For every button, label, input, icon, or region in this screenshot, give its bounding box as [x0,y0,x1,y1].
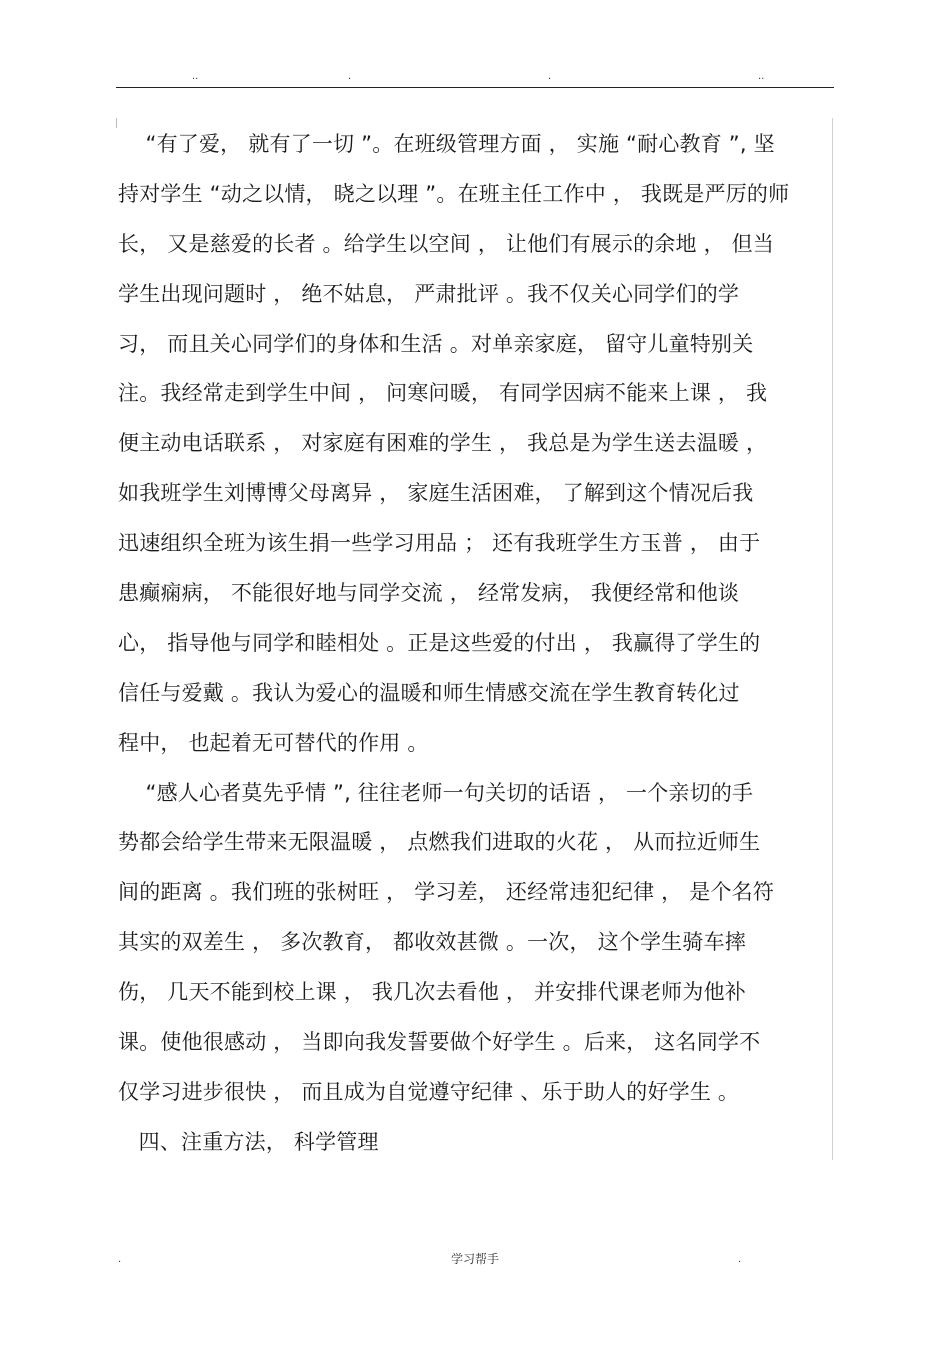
text-line: 患癫痫病， 不能很好地与同学交流 ， 经常发病， 我便经常和他谈 [118,581,740,606]
text-line: 课。使他很感动 ， 当即向我发誓要做个好学生 。后来， 这名同学不 [118,1030,761,1055]
text-line: “感人心者莫先乎情 ”, 往往老师一句关切的话语 ， 一个亲切的手 [118,780,754,805]
text-line: 习， 而且关心同学们的身体和生活 。对单亲家庭， 留守儿童特别关 [118,331,754,356]
margin-mark [116,118,117,128]
text-line: 迅速组织全班为该生捐一些学习用品 ； 还有我班学生方玉普 ， 由于 [118,531,761,556]
text-line: 注。我经常走到学生中间 ， 问寒问暖， 有同学因病不能来上课 ， 我 [118,381,768,406]
text-line: 伤， 几天不能到校上课 ， 我几次去看他 ， 并安排代课老师为他补 [118,980,746,1005]
right-margin-line [832,118,833,1160]
header-dot: . [348,71,352,82]
header-dot: .. [758,71,765,82]
section-heading: 四、注重方法， 科学管理 [118,1129,379,1154]
text-line: 学生出现问题时 ， 绝不姑息， 严肃批评 。我不仅关心同学们的学 [118,281,740,306]
text-line: 信任与爱戴 。我认为爱心的温暖和师生情感交流在学生教育转化过 [118,680,740,705]
text-line: 如我班学生刘博博父母离异 ， 家庭生活困难， 了解到这个情况后我 [118,481,754,506]
text-line: 便主动电话联系 ， 对家庭有困难的学生 ， 我总是为学生送去温暖 ， [118,431,768,456]
text-line: 程中， 也起着无可替代的作用 。 [118,730,429,755]
page-header [0,72,950,84]
text-line: 仅学习进步很快 ， 而且成为自觉遵守纪律 、乐于助人的好学生 。 [118,1079,740,1104]
header-dot: . [548,71,552,82]
page-footer: 学习帮手 [450,1252,499,1266]
header-dot: .. [192,71,199,82]
text-line: 心， 指导他与同学和睦相处 。正是这些爱的付出 ， 我赢得了学生的 [118,630,761,655]
text-line: 持对学生 “动之以情， 晓之以理 ”。在班主任工作中 ， 我既是严厉的师 [118,181,790,206]
text-line: 间的距离 。我们班的张树旺 ， 学习差， 还经常违犯纪律 ， 是个名符 [118,880,775,905]
text-line: 长， 又是慈爱的长者 。给学生以空间 ， 让他们有展示的余地 ， 但当 [118,231,775,256]
text-line: 势都会给学生带来无限温暖 ， 点燃我们进取的火花 ， 从而拉近师生 [118,830,761,855]
text-line: “有了爱， 就有了一切 ”。在班级管理方面 ， 实施 “耐心教育 ”, 坚 [118,132,775,156]
footer-dot: . [738,1254,742,1265]
text-line: 其实的双差生 ， 多次教育， 都收效甚微 。一次， 这个学生骑车摔 [118,930,746,955]
document-body [118,120,830,1168]
footer-dot: . [118,1254,122,1265]
header-divider [116,87,834,88]
